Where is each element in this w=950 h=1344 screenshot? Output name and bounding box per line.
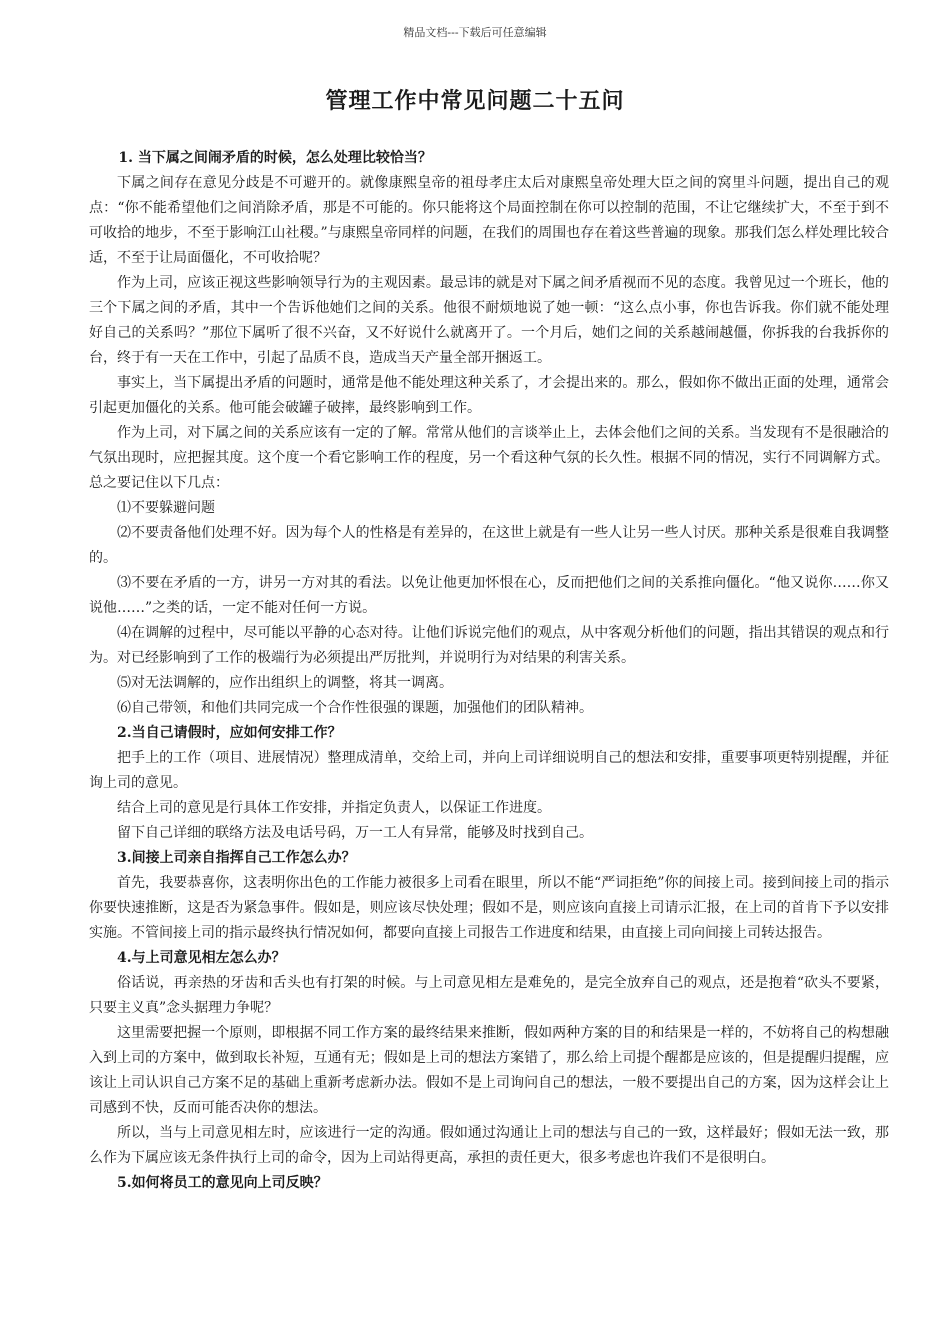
document-title: 管理工作中常见问题二十五问	[325, 88, 625, 114]
paragraph: 作为上司，应该正视这些影响领导行为的主观因素。最忌讳的就是对下属之间矛盾视而不见的态度。我曾见过一个班长，他的三个下属之间的矛盾，其中一个告诉他她们之间的关系。他很不耐烦地说了她一顿：“这么点小事，你也告诉我。你们就不能处理好自己的关系吗？”那位下属听了很不兴奋，又不好说什么就离开了。一个月后，她们之间的关系越闹越僵，你拆我的台我拆你的台，终于有一天在工作中，引起了品质不良，造成当天产量全部开捆返工。	[89, 275, 889, 366]
question-2-heading: 2.当自己请假时，应如何安排工作？	[117, 725, 342, 741]
list-item: ⑸对无法调解的，应作出组织上的调整，将其一调离。	[117, 675, 453, 691]
list-item: ⑶不要在矛盾的一方，讲另一方对其的看法。以免让他更加怀恨在心，反而把他们之间的关系推向僵化。“他又说你……你又说他……”之类的话，一定不能对任何一方说。	[89, 575, 889, 616]
paragraph: 作为上司，对下属之间的关系应该有一定的了解。常常从他们的言谈举止上，去体会他们之间的关系。当发现有不是很融洽的气氛出现时，应把握其度。这个度一个看它影响工作的程度，另一个看这种气氛的长久性。根据不同的情况，实行不同调解方式。总之要记住以下几点：	[89, 425, 889, 491]
paragraph: 事实上，当下属提出矛盾的问题时，通常是他不能处理这种关系了，才会提出来的。那么，假如你不做出正面的处理，通常会引起更加僵化的关系。他可能会破罐子破摔，最终影响到工作。	[89, 375, 889, 416]
paragraph: 俗话说，再亲热的牙齿和舌头也有打架的时候。与上司意见相左是难免的，是完全放弃自己的观点，还是抱着“砍头不要紧，只要主义真”念头据理力争呢？	[89, 975, 889, 1016]
question-3-heading: 3.间接上司亲自指挥自己工作怎么办？	[117, 850, 356, 866]
list-item: ⑷在调解的过程中，尽可能以平静的心态对待。让他们诉说完他们的观点，从中客观分析他们的问题，指出其错误的观点和行为。对已经影响到了工作的极端行为必须提出严厉批判，并说明行为对结果的利害关系。	[89, 625, 889, 666]
header-note: 精品文档---下载后可任意编辑	[403, 26, 547, 39]
paragraph: 下属之间存在意见分歧是不可避开的。就像康熙皇帝的祖母孝庄太后对康熙皇帝处理大臣之间的窝里斗问题，提出自己的观点：“你不能希望他们之间消除矛盾，那是不可能的。你只能将这个局面控制在你可以控制的范围，不让它继续扩大，不至于到不可收拾的地步，不至于影响江山社稷。”与康熙皇帝同样的问题，在我们的周围也存在着这些普遍的现象。那我们怎么样处理比较合适，不至于让局面僵化，不可收拾呢？	[89, 175, 889, 266]
list-item: ⑴不要躲避问题	[117, 500, 215, 516]
paragraph: 所以，当与上司意见相左时，应该进行一定的沟通。假如通过沟通让上司的想法与自己的一致，这样最好；假如无法一致，那么作为下属应该无条件执行上司的命令，因为上司站得更高，承担的责任更大，很多考虑也许我们不是很明白。	[89, 1125, 889, 1166]
paragraph: 这里需要把握一个原则，即根据不同工作方案的最终结果来推断，假如两种方案的目的和结果是一样的，不妨将自己的构想融入到上司的方案中，做到取长补短，互通有无；假如是上司的想法方案错了，那么给上司提个醒都是应该的，但是提醒归提醒，应该让上司认识自己方案不足的基础上重新考虑新办法。假如不是上司询问自己的想法，一般不要提出自己的方案，因为这样会让上司感到不快，反而可能否决你的想法。	[89, 1025, 889, 1116]
question-1-heading: 1. 当下属之间闹矛盾的时候，怎么处理比较恰当？	[118, 150, 432, 166]
list-item: ⑹自己带领，和他们共同完成一个合作性很强的课题，加强他们的团队精神。	[117, 700, 593, 716]
list-item: ⑵不要责备他们处理不好。因为每个人的性格是有差异的，在这世上就是有一些人让另一些人讨厌。那种关系是很难自我调整的。	[89, 525, 889, 566]
paragraph: 把手上的工作（项目、进展情况）整理成清单，交给上司，并向上司详细说明自己的想法和安排，重要事项更特别提醒，并征询上司的意见。	[89, 750, 889, 791]
question-4-heading: 4.与上司意见相左怎么办？	[117, 950, 286, 966]
paragraph: 首先，我要恭喜你，这表明你出色的工作能力被很多上司看在眼里，所以不能“严词拒绝”你的间接上司。接到间接上司的指示你要快速推断，这是否为紧急事件。假如是，则应该尽快处理；假如不是，则应该向直接上司请示汇报，在上司的首肯下予以安排实施。不管间接上司的指示最终执行情况如何，都要向直接上司报告工作进度和结果，由直接上司向间接上司转达报告。	[89, 875, 889, 941]
paragraph: 结合上司的意见是行具体工作安排，并指定负责人，以保证工作进度。	[117, 800, 551, 816]
question-5-heading: 5.如何将员工的意见向上司反映？	[117, 1175, 328, 1191]
paragraph: 留下自己详细的联络方法及电话号码，万一工人有异常，能够及时找到自己。	[117, 825, 593, 841]
document-body	[89, 146, 889, 1196]
